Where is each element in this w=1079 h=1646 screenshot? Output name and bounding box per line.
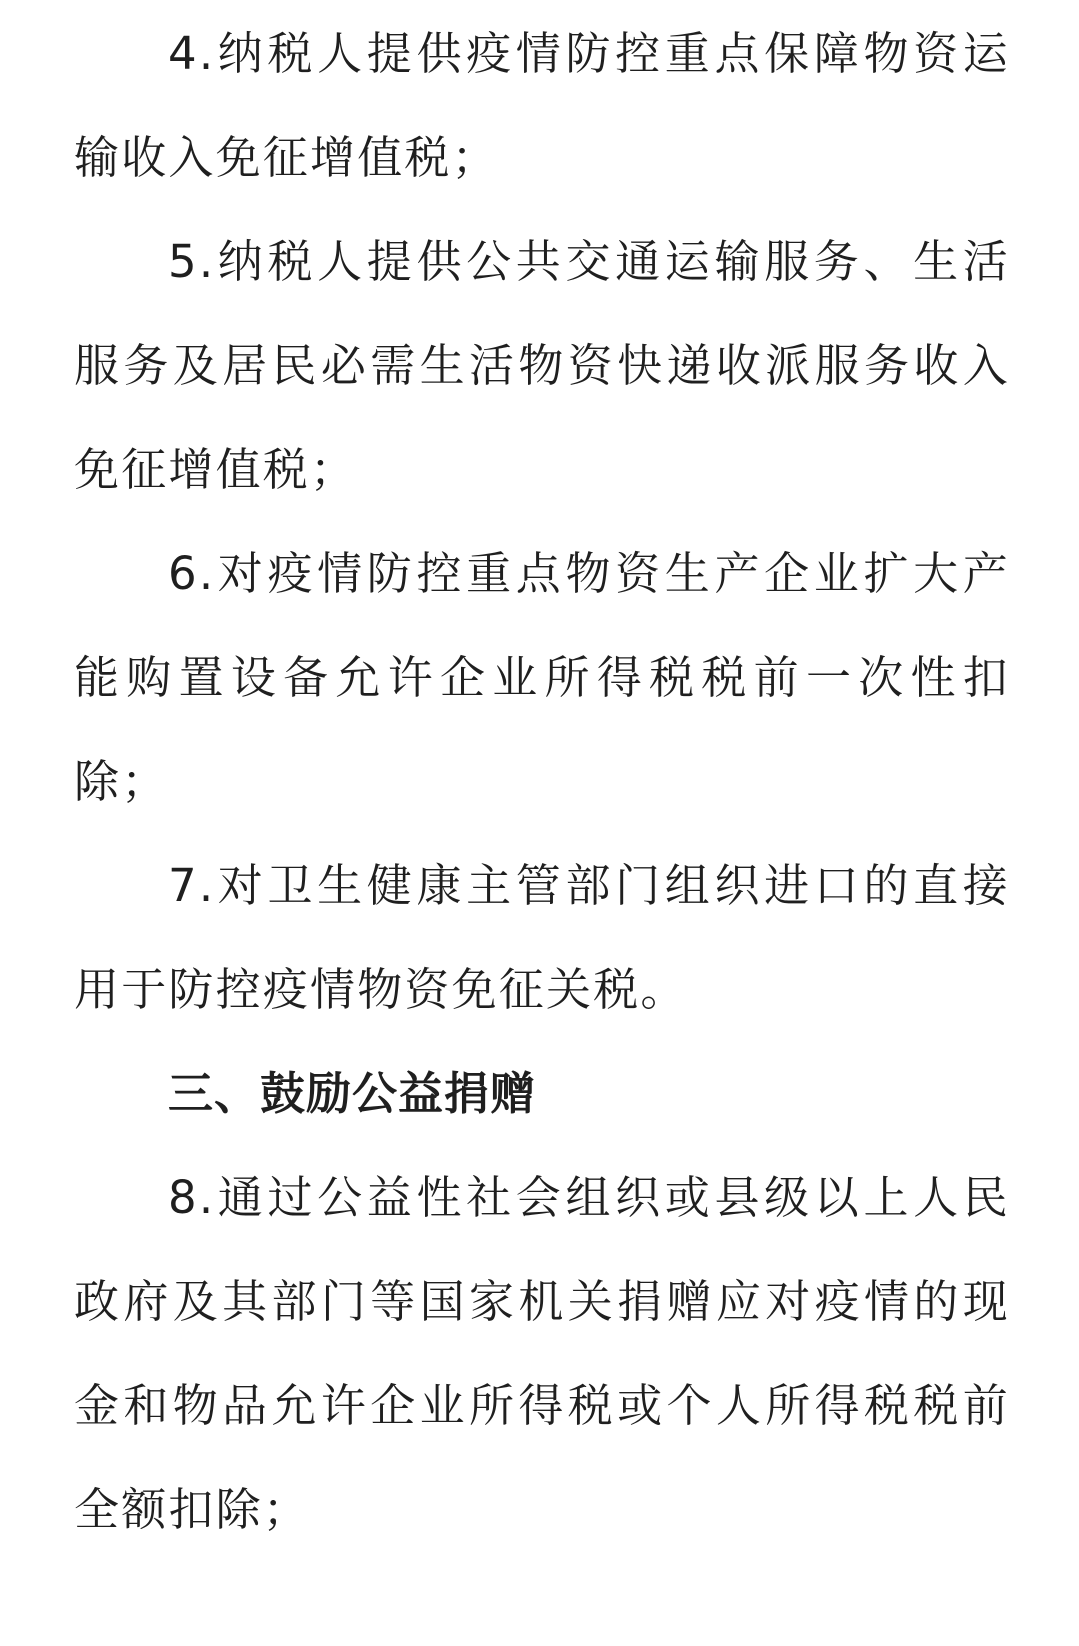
section-heading: 三、鼓励公益捐赠 bbox=[168, 1067, 537, 1120]
paragraph-item-8: 8.通过公益性社会组织或县级以上人民政府及其部门等国家机关捐赠应对疫情的现金和物品允许企业所得税或个人所得税税前全额扣除； bbox=[74, 1171, 1010, 1536]
paragraph-item-5: 5.纳税人提供公共交通运输服务、生活服务及居民必需生活物资快递收派服务收入免征增值税； bbox=[74, 235, 1010, 496]
paragraph-item-6: 6.对疫情防控重点物资生产企业扩大产能购置设备允许企业所得税税前一次性扣除； bbox=[74, 547, 1010, 808]
paragraph-item-4: 4.纳税人提供疫情防控重点保障物资运输收入免征增值税； bbox=[74, 27, 1010, 184]
paragraph-item-7: 7.对卫生健康主管部门组织进口的直接用于防控疫情物资免征关税。 bbox=[74, 859, 1010, 1016]
article-body bbox=[74, 0, 1010, 1562]
